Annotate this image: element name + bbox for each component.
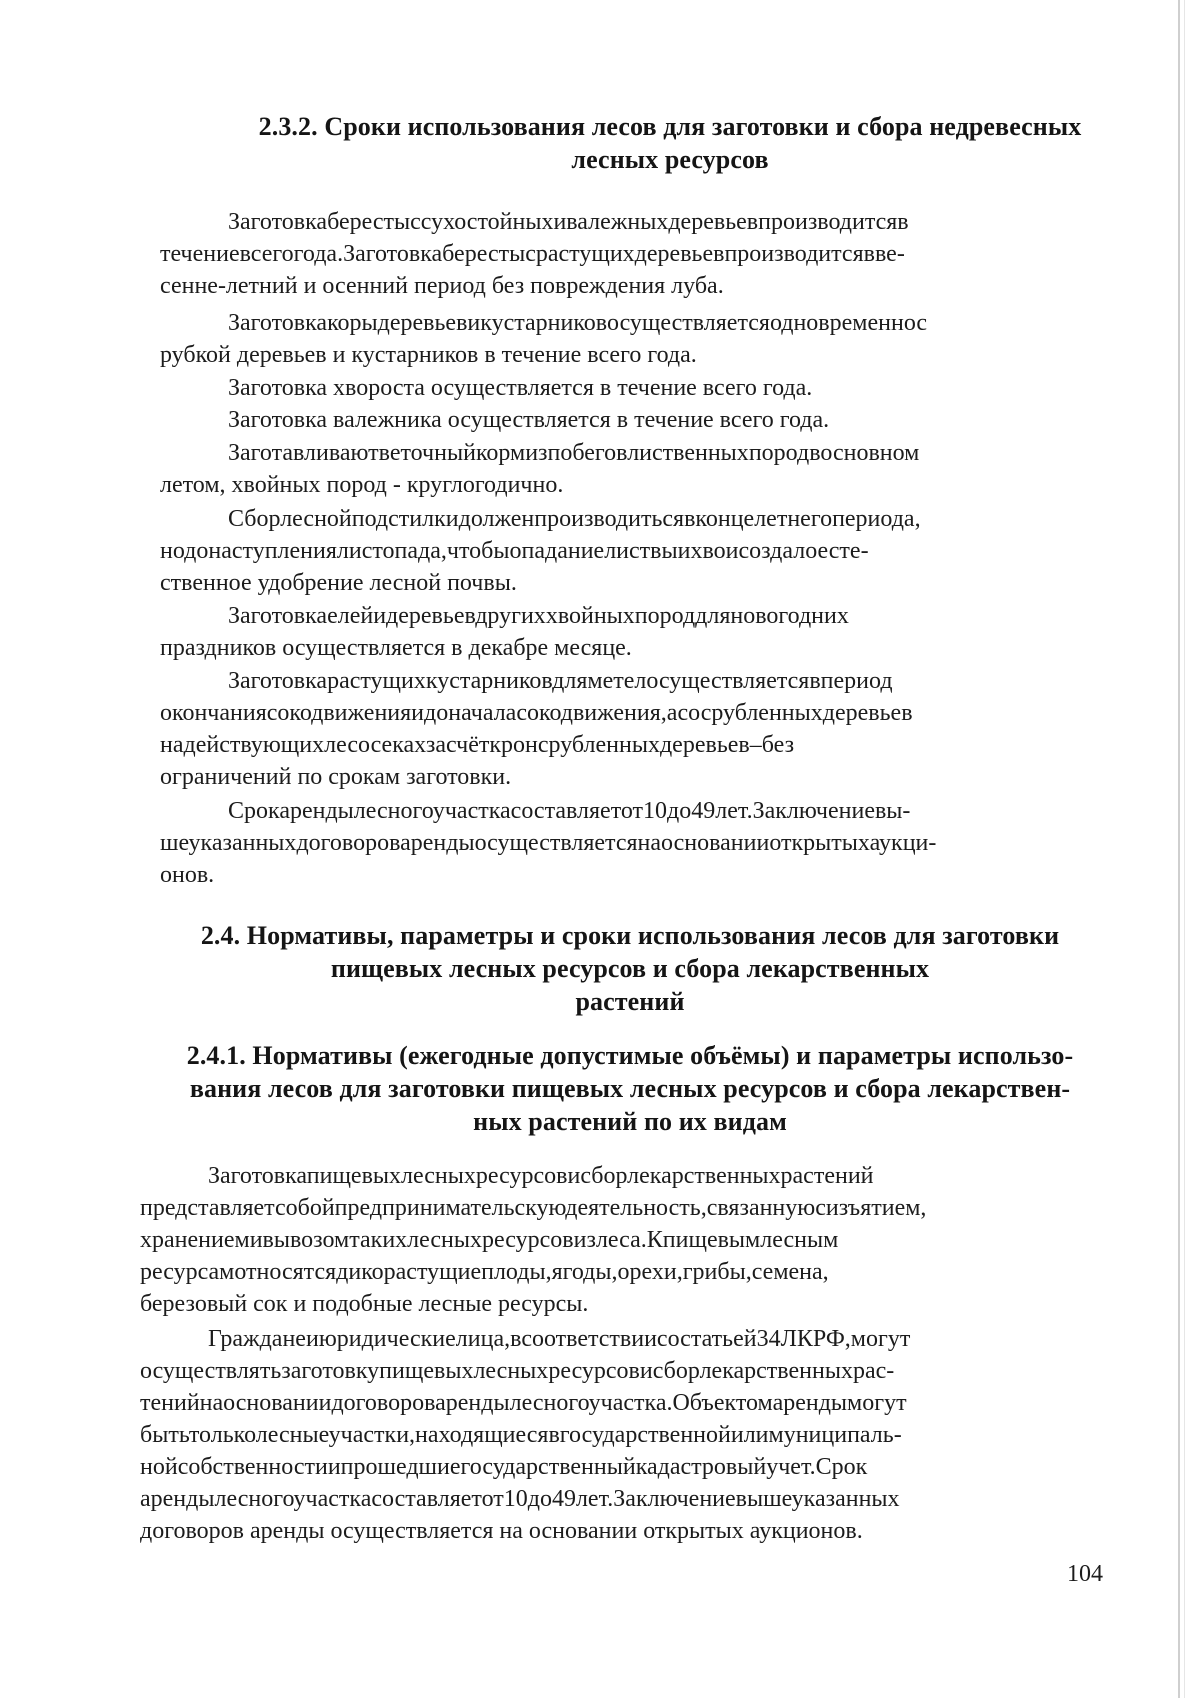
text-line: ственное удобрение лесной почвы. <box>160 570 517 596</box>
section-heading-2-4-1 <box>140 1039 1120 1138</box>
paragraph <box>160 600 1137 664</box>
section-heading-2-3-2 <box>180 110 1160 176</box>
text-line: праздников осуществляется в декабре месяце. <box>160 635 632 661</box>
paragraph <box>160 437 1137 501</box>
text-line: Заготовкаберестыссухостойныхивалежныхдеревьевпроизводитсяв <box>228 209 909 235</box>
heading-line: ных растений по их видам <box>473 1107 787 1136</box>
paragraph <box>160 404 1137 436</box>
text-line: тенийнаоснованиидоговороварендылесногоучастка.Объектомарендымогут <box>140 1390 907 1416</box>
paragraph <box>160 206 1137 302</box>
paragraph <box>160 795 1137 891</box>
paragraph <box>160 665 1137 793</box>
text-line: летом, хвойных пород - круглогодично. <box>160 472 564 498</box>
paragraph <box>140 1323 1127 1547</box>
text-line: нойсобственностиипрошедшиегосударственныйкадастровыйучет.Срок <box>140 1454 868 1480</box>
text-line: договоров аренды осуществляется на основании открытых аукционов. <box>140 1518 863 1544</box>
text-line: хранениемивывозомтакихлесныхресурсовизлеса.Кпищевымлесным <box>140 1227 839 1253</box>
text-line: Сборлеснойподстилкидолженпроизводитьсявконцелетнегопериода, <box>228 506 921 532</box>
paragraph <box>160 307 1137 371</box>
text-line: Заготовка хвороста осуществляется в течение всего года. <box>228 375 813 401</box>
paragraph <box>140 1160 1127 1320</box>
text-line: ограничений по срокам заготовки. <box>160 764 512 790</box>
text-line: березовый сок и подобные лесные ресурсы. <box>140 1291 589 1317</box>
text-line: надействующихлесосекахзасчёткронсрубленныхдеревьев–без <box>160 732 795 758</box>
heading-line: 2.4. Нормативы, параметры и сроки использования лесов для заготовки <box>200 921 1060 950</box>
page-number: 104 <box>1067 1561 1103 1587</box>
text-line: окончаниясокодвиженияидоначаласокодвижения,асосрубленныхдеревьев <box>160 700 913 726</box>
text-line: Заготовка валежника осуществляется в течение всего года. <box>228 407 830 433</box>
heading-line: растений <box>575 987 685 1016</box>
text-line: сенне-летний и осенний период без повреждения луба. <box>160 273 724 299</box>
heading-line: лесных ресурсов <box>571 145 769 174</box>
text-line: Заготовкаелейидеревьевдругиххвойныхпороддляновогодних <box>228 603 849 629</box>
scan-edge-line-faint <box>1184 0 1185 1698</box>
text-line: представляетсобойпредпринимательскуюдеятельность,связаннуюсизъятием, <box>140 1195 927 1221</box>
text-line: шеуказанныхдоговороварендыосуществляетсянаоснованииоткрытыхаукци- <box>160 830 937 856</box>
text-line: осуществлятьзаготовкупищевыхлесныхресурсовисборлекарственныхрас- <box>140 1358 895 1384</box>
text-line: течениевсегогода.Заготовкаберестысрастущихдеревьевпроизводитсявве- <box>160 241 905 267</box>
scan-edge-line <box>1178 0 1180 1698</box>
paragraph <box>160 503 1137 599</box>
text-line: онов. <box>160 862 215 888</box>
section-heading-2-4 <box>140 919 1120 1018</box>
text-line: Заготовкарастущихкустарниковдляметелосуществляетсявпериод <box>228 668 893 694</box>
heading-line: 2.3.2. Сроки использования лесов для заготовки и сбора недревесных <box>258 112 1082 141</box>
text-line: Заготавливаютветочныйкормизпобеговлиственныхпородвосновном <box>228 440 920 466</box>
text-line: Гражданеиюридическиелица,всоответствиисостатьей34ЛКРФ,могут <box>208 1326 911 1352</box>
paragraph <box>160 372 1137 404</box>
text-line: рубкой деревьев и кустарников в течение всего года. <box>160 342 697 368</box>
text-line: Заготовкакорыдеревьевикустарниковосуществляетсяодновременнос <box>228 310 928 336</box>
heading-line: вания лесов для заготовки пищевых лесных ресурсов и сбора лекарствен- <box>189 1074 1071 1103</box>
text-line: Срокарендылесногоучасткасоставляетот10до49лет.Заключениевы- <box>228 798 911 824</box>
heading-line: 2.4.1. Нормативы (ежегодные допустимые объёмы) и параметры использо- <box>186 1041 1074 1070</box>
text-line: ресурсамотносятсядикорастущиеплоды,ягоды,орехи,грибы,семена, <box>140 1259 829 1285</box>
text-line: нодонаступлениялистопада,чтобыопаданиелиствыихвоисоздалоесте- <box>160 538 869 564</box>
text-line: Заготовкапищевыхлесныхресурсовисборлекарственныхрастений <box>208 1163 874 1189</box>
heading-line: пищевых лесных ресурсов и сбора лекарственных <box>330 954 930 983</box>
text-line: бытьтольколесныеучастки,находящиесявгосударственнойилимуниципаль- <box>140 1422 902 1448</box>
text-line: арендылесногоучасткасоставляетот10до49лет.Заключениевышеуказанных <box>140 1486 900 1512</box>
